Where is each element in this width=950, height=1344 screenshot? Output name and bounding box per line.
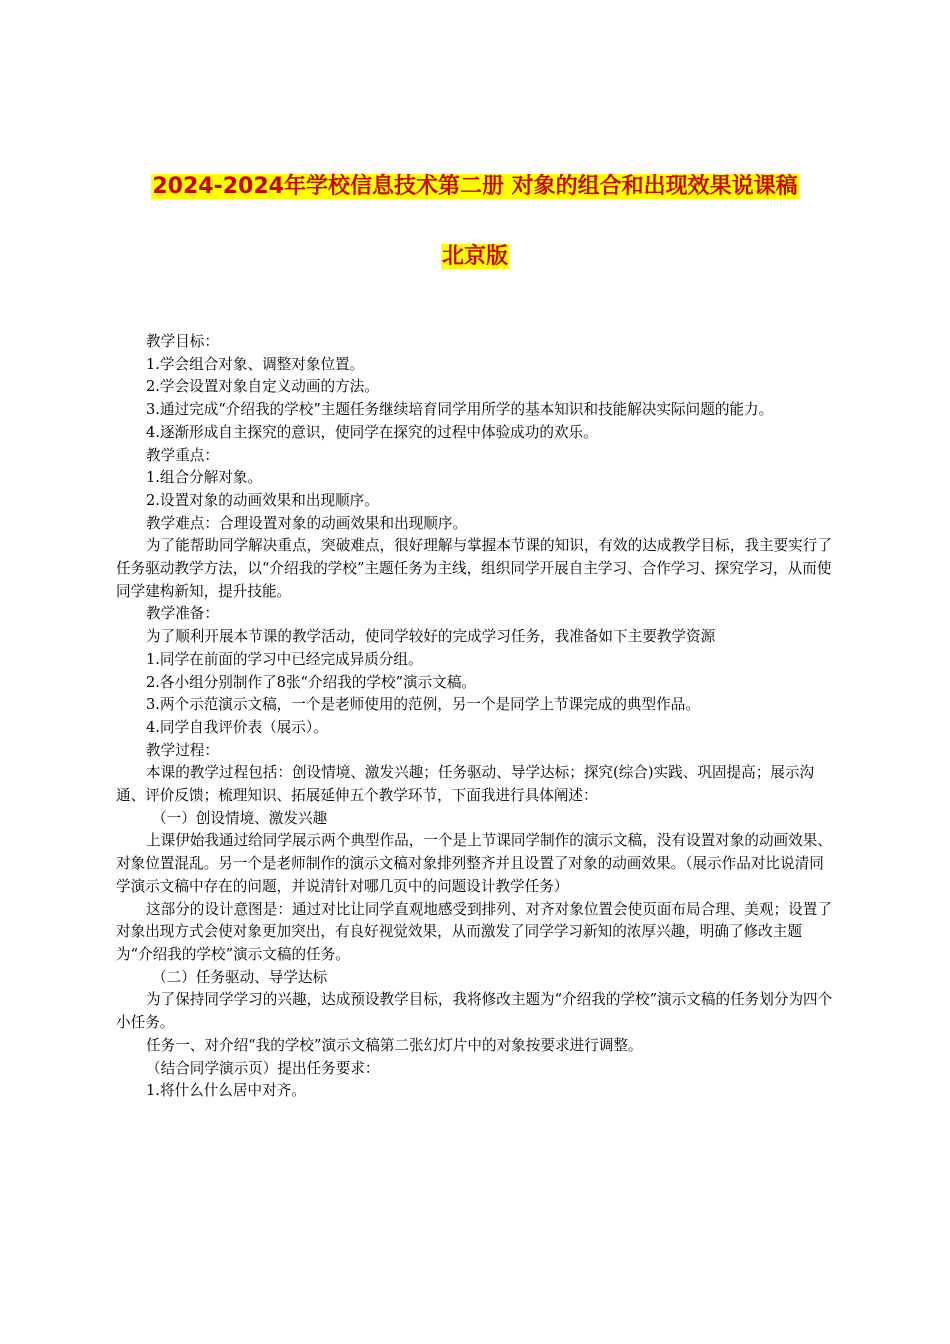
paragraph: 教学过程： (146, 741, 219, 759)
paragraph: 教学目标： (146, 333, 219, 350)
document-title-line-2 (0, 242, 950, 272)
paragraph: 教学难点：合理设置对象的动画效果和出现顺序。 (146, 514, 468, 532)
title-highlight: 北京版 (441, 244, 508, 269)
document-body (116, 331, 836, 1103)
paragraph: 2.设置对象的动画效果和出现顺序。 (146, 491, 379, 509)
section-heading: （一）创设情境、激发兴趣 (152, 809, 328, 827)
paragraph: 4.逐渐形成自主探究的意识，使同学在探究的过程中体验成功的欢乐。 (146, 423, 598, 441)
paragraph: 2.学会设置对象自定义动画的方法。 (146, 378, 379, 396)
paragraph: 为了能帮助同学解决重点，突破难点，很好理解与掌握本节课的知识，有效的达成教学目标，我主要实行了任务驱动教学方法，以“介绍我的学校”主题任务为主线，组织同学开展自主学习、合作学习、探究学习，从而使同学建构新知，提升技能。 (116, 537, 832, 600)
paragraph: 3.通过完成“介绍我的学校”主题任务继续培育同学用所学的基本知识和技能解决实际问题的能力。 (146, 401, 774, 419)
paragraph: 任务一、对介绍“我的学校”演示文稿第二张幻灯片中的对象按要求进行调整。 (146, 1036, 643, 1054)
paragraph: 2.各小组分别制作了8张“介绍我的学校”演示文稿。 (146, 673, 477, 691)
paragraph: （结合同学演示页）提出任务要求： (146, 1059, 380, 1077)
paragraph: 1.学会组合对象、调整对象位置。 (146, 355, 365, 373)
document-title-line-1 (0, 172, 950, 202)
paragraph: 本课的教学过程包括：创设情境、激发兴趣；任务驱动、导学达标；探究(综合)实践、巩固提高；展示沟通、评价反馈；梳理知识、拓展延伸五个教学环节，下面我进行具体阐述： (116, 764, 815, 805)
paragraph: 1.将什么什么居中对齐。 (146, 1082, 306, 1100)
title-highlight: 2024-2024年学校信息技术第二册 对象的组合和出现效果说课稿 (152, 174, 798, 199)
paragraph: 为了顺利开展本节课的教学活动，使同学较好的完成学习任务，我准备如下主要教学资源 (146, 628, 716, 646)
section-heading: （二）任务驱动、导学达标 (152, 968, 328, 986)
paragraph: 4.同学自我评价表（展示）。 (146, 718, 328, 736)
paragraph: 教学重点： (146, 446, 219, 464)
paragraph: 教学准备： (146, 605, 219, 623)
paragraph: 这部分的设计意图是：通过对比让同学直观地感受到排列、对齐对象位置会使页面布局合理、美观；设置了对象出现方式会使对象更加突出，有良好视觉效果，从而激发了同学学习新知的浓厚兴趣，明确了修改主题为“介绍我的学校”演示文稿的任务。 (116, 900, 832, 963)
paragraph: 1.组合分解对象。 (146, 469, 263, 487)
paragraph: 3.两个示范演示文稿，一个是老师使用的范例，另一个是同学上节课完成的典型作品。 (146, 696, 700, 714)
paragraph: 为了保持同学学习的兴趣，达成预设教学目标，我将修改主题为“介绍我的学校”演示文稿的任务划分为四个小任务。 (116, 991, 833, 1032)
paragraph: 上课伊始我通过给同学展示两个典型作品，一个是上节课同学制作的演示文稿，没有设置对象的动画效果、对象位置混乱。另一个是老师制作的演示文稿对象排列整齐并且设置了对象的动画效果。（展示作品对比说清同学演示文稿中存在的问题，并说清针对哪几页中的问题设计教学任务） (116, 832, 832, 895)
paragraph: 1.同学在前面的学习中已经完成异质分组。 (146, 650, 423, 668)
